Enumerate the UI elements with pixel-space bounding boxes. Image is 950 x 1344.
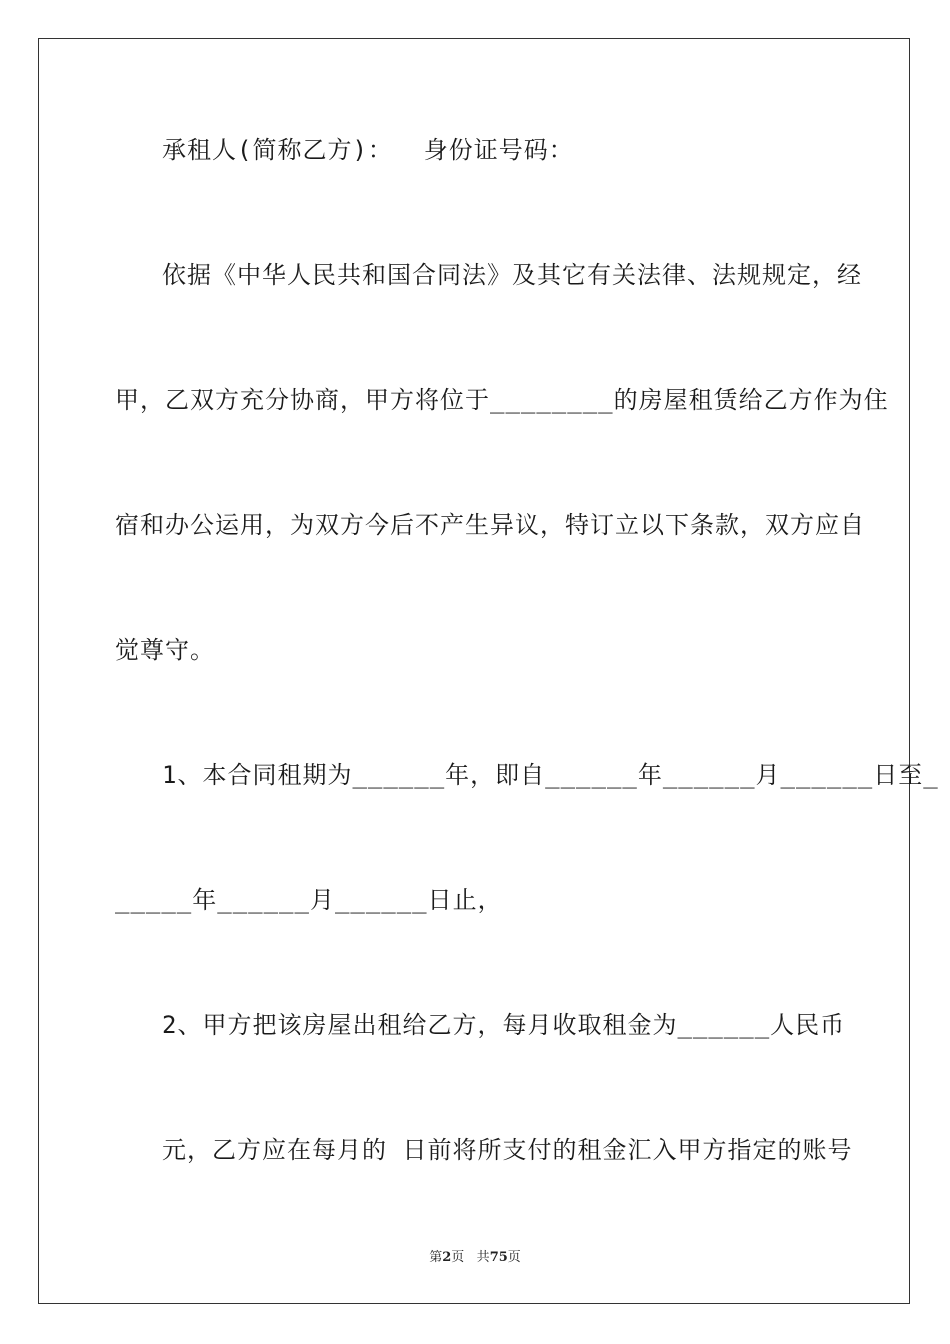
text-line-clause1-term: 1、本合同租期为______年，即自______年______月______日至_ xyxy=(162,761,939,789)
footer-total-suffix: 页 xyxy=(507,1250,521,1265)
text-line-clause1-end: _____年______月______日止， xyxy=(115,886,503,914)
text-line-clause2-rent: 2、甲方把该房屋出租给乙方，每月收取租金为______人民币 xyxy=(162,1011,846,1039)
text-line-basis: 依据《中华人民共和国合同法》及其它有关法律、法规规定，经 xyxy=(162,261,862,289)
text-line-tenant: 承租人(简称乙方)： 身份证号码： xyxy=(162,136,574,164)
page-footer xyxy=(0,1246,950,1265)
footer-page-number: 2 xyxy=(442,1250,452,1265)
text-line-observe: 觉尊守。 xyxy=(115,636,215,664)
page-border xyxy=(38,38,910,1304)
text-line-purpose: 宿和办公运用，为双方今后不产生异议，特订立以下条款，双方应自 xyxy=(115,511,865,539)
footer-prefix: 第 xyxy=(429,1250,443,1265)
footer-total-pages: 75 xyxy=(489,1250,508,1265)
text-line-location: 甲，乙双方充分协商，甲方将位于________的房屋租赁给乙方作为住 xyxy=(115,386,889,414)
footer-total-prefix: 共 xyxy=(476,1250,490,1265)
text-line-clause2-payment: 元，乙方应在每月的 日前将所支付的租金汇入甲方指定的账号 xyxy=(162,1136,853,1164)
footer-page-suffix: 页 xyxy=(451,1250,465,1265)
